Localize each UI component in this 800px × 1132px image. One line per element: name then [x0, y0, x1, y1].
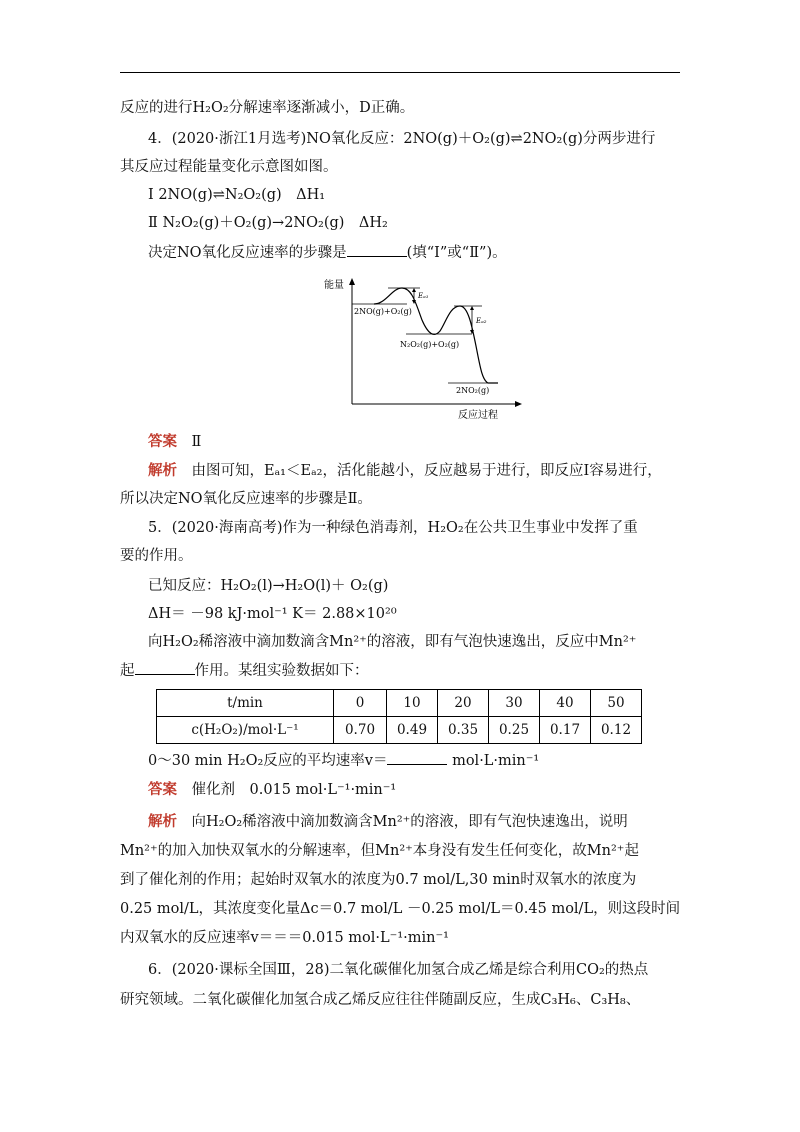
- question-5-prompt: [148, 750, 713, 771]
- analysis-5: [148, 812, 713, 832]
- energy-diagram: [322, 276, 532, 426]
- x-axis-arrow: [515, 401, 522, 407]
- data-table: [156, 689, 642, 744]
- analysis-label: 解析: [148, 814, 177, 830]
- header-rule: [120, 72, 680, 73]
- analysis-5-line: 0.25 mol/L，其浓度变化量Δc＝0.7 mol/L －0.25 mol/L＝0.45 mol/L，则这段时间: [120, 901, 681, 917]
- analysis-4-line: 所以决定NO氧化反应速率的步骤是Ⅱ。: [120, 491, 372, 507]
- prompt-text: 起: [120, 663, 135, 679]
- answer-4: [148, 432, 713, 452]
- table-row: [157, 717, 642, 744]
- prompt-text: mol·L·min⁻¹: [452, 753, 540, 769]
- table-cell: 40: [540, 690, 591, 717]
- table-cell: 0.70: [334, 717, 387, 744]
- reaction-line: 已知反应：H₂O₂(l)→H₂O(l)＋ O₂(g): [148, 578, 389, 594]
- analysis-label: 解析: [148, 463, 177, 479]
- table-header-cell: t/min: [157, 690, 334, 717]
- prompt-text: 作用。某组实验数据如下：: [194, 663, 369, 679]
- question-4-line: 4．(2020·浙江1月选考)NO氧化反应：2NO(g)＋O₂(g)⇌2NO₂(g)分两步进行: [148, 131, 656, 147]
- table-cell: 20: [438, 690, 489, 717]
- prompt-text: 0～30 min H₂O₂反应的平均速率v＝: [148, 753, 388, 769]
- y-axis-label: 能量: [324, 280, 344, 291]
- level-label: N₂O₂(g)+O₂(g): [400, 340, 460, 349]
- answer-blank: [387, 750, 447, 765]
- prompt-text: 决定NO氧化反应速率的步骤是: [148, 245, 347, 261]
- question-5-line: 5．(2020·海南高考)作为一种绿色消毒剂，H₂O₂在公共卫生事业中发挥了重: [148, 520, 638, 536]
- level-label: 2NO₂(g): [456, 386, 490, 395]
- answer-blank: [347, 242, 407, 257]
- analysis-5-line: 到了催化剂的作用；起始时双氧水的浓度为0.7 mol/L,30 min时双氧水的浓度为: [120, 872, 637, 888]
- ea1-label: Eₐ₁: [418, 292, 429, 300]
- answer-label: 答案: [148, 782, 177, 798]
- y-axis-arrow: [349, 278, 355, 285]
- x-axis-label: 反应过程: [458, 410, 498, 421]
- table-cell: 50: [591, 690, 642, 717]
- answer-text: 催化剂 0.015 mol·L⁻¹·min⁻¹: [191, 782, 397, 798]
- text-line: 反应的进行H₂O₂分解速率逐渐减小，D正确。: [120, 100, 415, 116]
- analysis-5-line: Mn²⁺的加入加快双氧水的分解速率，但Mn²⁺本身没有发生任何变化，故Mn²⁺起: [120, 843, 639, 859]
- arrowhead: [470, 306, 474, 310]
- analysis-4: [148, 461, 713, 481]
- table-cell: 0: [334, 690, 387, 717]
- analysis-text: 由图可知，Eₐ₁＜Eₐ₂，活化能越小，反应越易于进行，即反应Ⅰ容易进行，: [191, 463, 662, 479]
- question-4-line: 其反应过程能量变化示意图如图。: [120, 159, 338, 175]
- answer-label: 答案: [148, 434, 177, 450]
- table-header-cell: c(H₂O₂)/mol·L⁻¹: [157, 717, 334, 744]
- table-cell: 0.49: [387, 717, 438, 744]
- energy-curve: [374, 288, 498, 383]
- table-row: [157, 690, 642, 717]
- question-5-line: 向H₂O₂稀溶液中滴加数滴含Mn²⁺的溶液，即有气泡快速逸出，反应中Mn²⁺: [148, 634, 637, 650]
- arrowhead: [412, 288, 416, 292]
- question-5-prompt: [120, 660, 685, 681]
- answer-text: Ⅱ: [191, 434, 202, 450]
- thermo-line: ΔH＝ －98 kJ·mol⁻¹ K＝ 2.88×10²⁰: [148, 606, 397, 622]
- ea2-label: Eₐ₂: [476, 317, 487, 325]
- table-cell: 0.25: [489, 717, 540, 744]
- step-1: Ⅰ 2NO(g)⇌N₂O₂(g) ΔH₁: [148, 187, 326, 203]
- question-5-line: 要的作用。: [120, 548, 193, 564]
- answer-blank: [135, 660, 195, 675]
- table-cell: 10: [387, 690, 438, 717]
- analysis-text: 向H₂O₂稀溶液中滴加数滴含Mn²⁺的溶液，即有气泡快速逸出，说明: [191, 814, 628, 830]
- table-cell: 0.17: [540, 717, 591, 744]
- table-cell: 0.12: [591, 717, 642, 744]
- answer-5: [148, 780, 713, 800]
- question-6-line: 6．(2020·课标全国Ⅲ，28)二氧化碳催化加氢合成乙烯是综合利用CO₂的热点: [148, 962, 649, 978]
- table-cell: 0.35: [438, 717, 489, 744]
- level-label: 2NO(g)+O₂(g): [354, 307, 412, 316]
- analysis-5-line: 内双氧水的反应速率v＝＝＝0.015 mol·L⁻¹·min⁻¹: [120, 930, 449, 946]
- question-6-line: 研究领域。二氧化碳催化加氢合成乙烯反应往往伴随副反应，生成C₃H₆、C₃H₈、: [120, 992, 641, 1008]
- table-cell: 30: [489, 690, 540, 717]
- step-2: Ⅱ N₂O₂(g)＋O₂(g)→2NO₂(g) ΔH₂: [148, 215, 388, 231]
- question-4-prompt: [148, 242, 713, 263]
- prompt-text: (填“Ⅰ”或“Ⅱ”)。: [406, 245, 507, 261]
